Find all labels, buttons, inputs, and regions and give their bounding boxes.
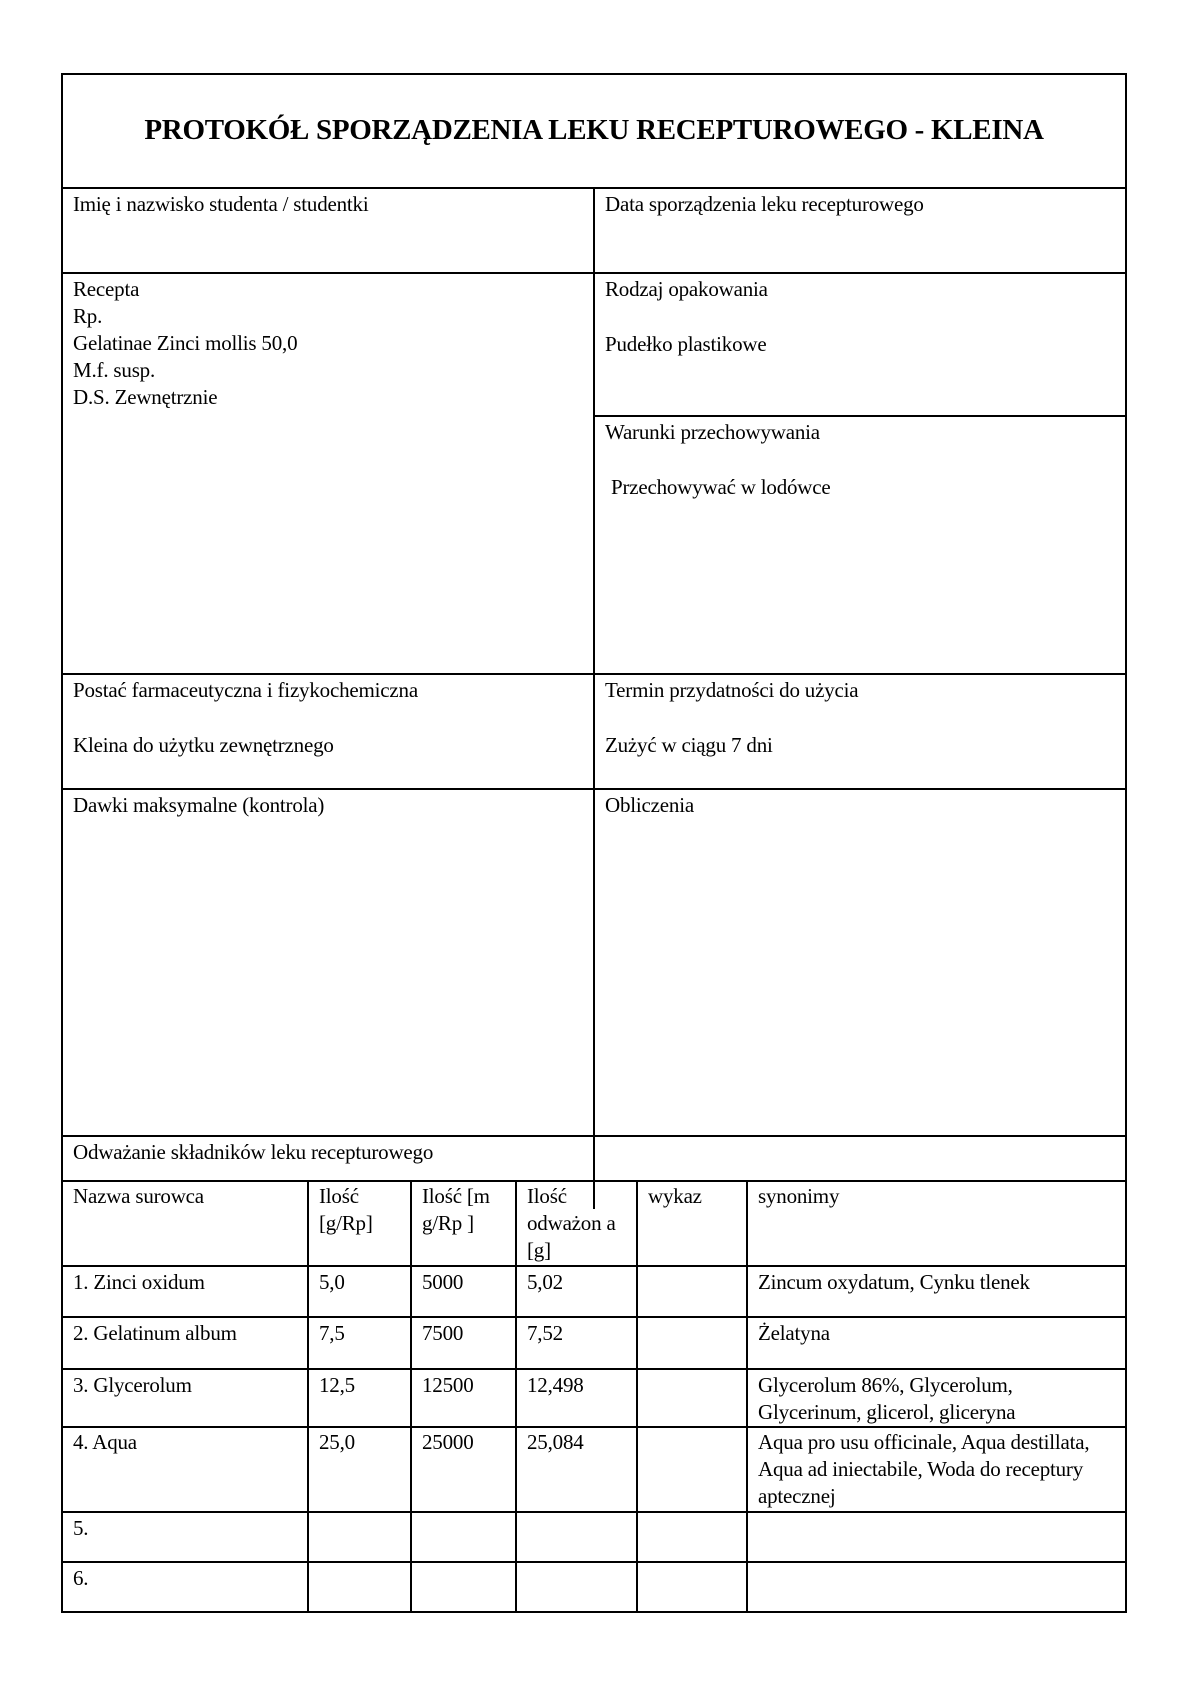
recipe-line: M.f. susp. [73, 358, 156, 382]
frame-right [1125, 73, 1127, 1613]
table-cell: 3. Glycerolum [73, 1373, 192, 1397]
column-header-qty-g: Ilość [g/Rp] [319, 1184, 373, 1235]
storage-value: Przechowywać w lodówce [611, 475, 831, 499]
table-cell: 12,5 [319, 1373, 355, 1397]
recipe-label: Recepta [73, 277, 140, 301]
max-doses-label: Dawki maksymalne (kontrola) [73, 793, 325, 817]
table-cell: 25,084 [527, 1430, 584, 1454]
preparation-date-label: Data sporządzenia leku recepturowego [605, 192, 924, 216]
table-cell: 7,5 [319, 1321, 345, 1345]
page-title: PROTOKÓŁ SPORZĄDZENIA LEKU RECEPTUROWEGO - KLEINA [144, 114, 1044, 146]
expiry-value: Zużyć w ciągu 7 dni [605, 733, 773, 757]
divider [61, 1511, 1127, 1513]
table-cell: 5000 [422, 1270, 464, 1294]
recipe-line: Gelatinae Zinci mollis 50,0 [73, 331, 298, 355]
expiry-label: Termin przydatności do użycia [605, 678, 859, 702]
table-cell: Glycerolum 86%, Glycerolum, Glycerinum, glicerol, gliceryna [758, 1373, 1016, 1424]
divider [61, 1265, 1127, 1267]
frame-bottom [61, 1611, 1127, 1613]
storage-section [595, 419, 1125, 501]
storage-label: Warunki przechowywania [605, 420, 820, 444]
column-header-qty-weighed: Ilość odważon a [g] [527, 1184, 616, 1262]
table-cell: 25000 [422, 1430, 474, 1454]
dosage-form-section [63, 677, 593, 759]
divider [61, 673, 1127, 675]
divider [61, 1316, 1127, 1318]
packaging-label: Rodzaj opakowania [605, 277, 768, 301]
weighing-section-label: Odważanie składników leku recepturowego [73, 1140, 434, 1164]
table-cell: 4. Aqua [73, 1430, 137, 1454]
recipe-line: D.S. Zewnętrznie [73, 385, 218, 409]
column-header-qty-mg: Ilość [mg/Rp ] [422, 1184, 490, 1235]
recipe-section [63, 276, 593, 411]
table-cell: 5,0 [319, 1270, 345, 1294]
divider [61, 1561, 1127, 1563]
table-cell: 1. Zinci oxidum [73, 1270, 205, 1294]
calculations-label: Obliczenia [605, 793, 694, 817]
table-cell: Aqua pro usu officinale, Aqua destillata, Aqua ad iniectabile, Woda do receptury aptecznej [758, 1430, 1090, 1508]
table-column-divider [636, 1181, 638, 1613]
table-cell: Żelatyna [758, 1321, 830, 1345]
protocol-form [61, 73, 1127, 1613]
table-cell: 12500 [422, 1373, 474, 1397]
frame-top [61, 73, 1127, 75]
table-cell: 25,0 [319, 1430, 355, 1454]
packaging-value: Pudełko plastikowe [605, 332, 767, 356]
divider [61, 1426, 1127, 1428]
recipe-line: Rp. [73, 304, 103, 328]
table-cell: 12,498 [527, 1373, 584, 1397]
divider [61, 1180, 1127, 1182]
table-cell: 5,02 [527, 1270, 563, 1294]
divider [61, 1368, 1127, 1370]
dosage-form-value: Kleina do użytku zewnętrznego [73, 733, 334, 757]
column-header-synonyms: synonimy [758, 1184, 840, 1208]
table-cell: Zincum oxydatum, Cynku tlenek [758, 1270, 1030, 1294]
student-name-label: Imię i nazwisko studenta / studentki [73, 192, 369, 216]
divider [61, 1135, 1127, 1137]
divider [594, 415, 1127, 417]
packaging-section [595, 276, 1125, 358]
column-header-list: wykaz [648, 1184, 702, 1208]
expiry-section [595, 677, 1125, 759]
table-cell: 7500 [422, 1321, 464, 1345]
dosage-form-label: Postać farmaceutyczna i fizykochemiczna [73, 678, 418, 702]
table-cell: 2. Gelatinum album [73, 1321, 237, 1345]
table-cell: 5. [73, 1516, 89, 1540]
table-cell: 7,52 [527, 1321, 563, 1345]
table-cell: 6. [73, 1566, 89, 1590]
divider [61, 788, 1127, 790]
column-header-name: Nazwa surowca [73, 1184, 204, 1208]
